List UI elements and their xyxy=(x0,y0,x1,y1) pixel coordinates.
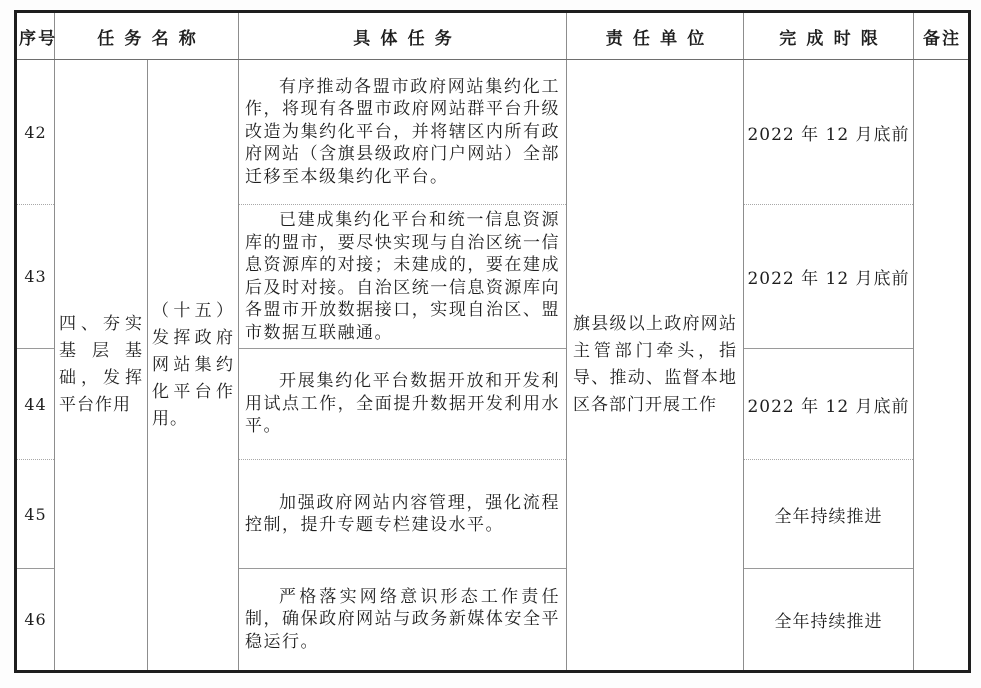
cell-no-42: 42 xyxy=(16,60,55,205)
task-text-46: 严格落实网络意识形态工作责任制，确保政府网站与政务新媒体安全平稳运行。 xyxy=(245,586,560,652)
task-text-42: 有序推动各盟市政府网站集约化工作，将现有各盟市政府网站群平台升级改造为集约化平台，并将辖区内所有政府网站（含旗县级政府门户网站）全部迁移至本级集约化平台。 xyxy=(245,76,560,187)
cell-deadline-43: 2022 年 12 月底前 xyxy=(744,205,914,349)
col-header-deadline: 完成时限 xyxy=(744,12,914,60)
task-text-45: 加强政府网站内容管理，强化流程控制，提升专题专栏建设水平。 xyxy=(245,492,560,535)
cell-task-45 xyxy=(239,460,567,569)
task-item-text: （十五）发挥政府网站集约化平台作用。 xyxy=(152,300,234,429)
cell-no-44: 44 xyxy=(16,349,55,460)
table-row xyxy=(16,60,970,205)
cell-no-43: 43 xyxy=(16,205,55,349)
col-header-remarks: 备注 xyxy=(914,12,970,60)
cell-remarks-merged xyxy=(914,60,970,672)
col-header-task-name: 任务名称 xyxy=(55,12,239,60)
cell-deadline-44: 2022 年 12 月底前 xyxy=(744,349,914,460)
cell-task-category xyxy=(55,60,148,672)
cell-deadline-46: 全年持续推进 xyxy=(744,569,914,672)
col-header-no: 序号 xyxy=(16,12,55,60)
cell-no-45: 45 xyxy=(16,460,55,569)
task-category-text: 四、夯实基层基础，发挥平台作用 xyxy=(59,314,143,415)
cell-task-44 xyxy=(239,349,567,460)
cell-no-46: 46 xyxy=(16,569,55,672)
task-table xyxy=(14,10,971,673)
col-header-specific-task: 具体任务 xyxy=(239,12,567,60)
cell-deadline-42: 2022 年 12 月底前 xyxy=(744,60,914,205)
task-text-43: 已建成集约化平台和统一信息资源库的盟市，要尽快实现与自治区统一信息资源库的对接；未建成的，要在建成后及时对接。自治区统一信息资源库向各盟市开放数据接口，实现自治区、盟市数据互联融通。 xyxy=(245,210,560,343)
responsible-unit-text: 旗县级以上政府网站主管部门牵头，指导、推动、监督本地区各部门开展工作 xyxy=(573,314,737,415)
cell-responsible-unit xyxy=(567,60,744,672)
cell-deadline-45: 全年持续推进 xyxy=(744,460,914,569)
cell-task-43 xyxy=(239,205,567,349)
cell-task-item xyxy=(148,60,239,672)
cell-task-46 xyxy=(239,569,567,672)
table-header-row xyxy=(16,12,970,60)
col-header-responsible-unit: 责任单位 xyxy=(567,12,744,60)
task-text-44: 开展集约化平台数据开放和开发利用试点工作，全面提升数据开发利用水平。 xyxy=(245,371,560,437)
cell-task-42 xyxy=(239,60,567,205)
